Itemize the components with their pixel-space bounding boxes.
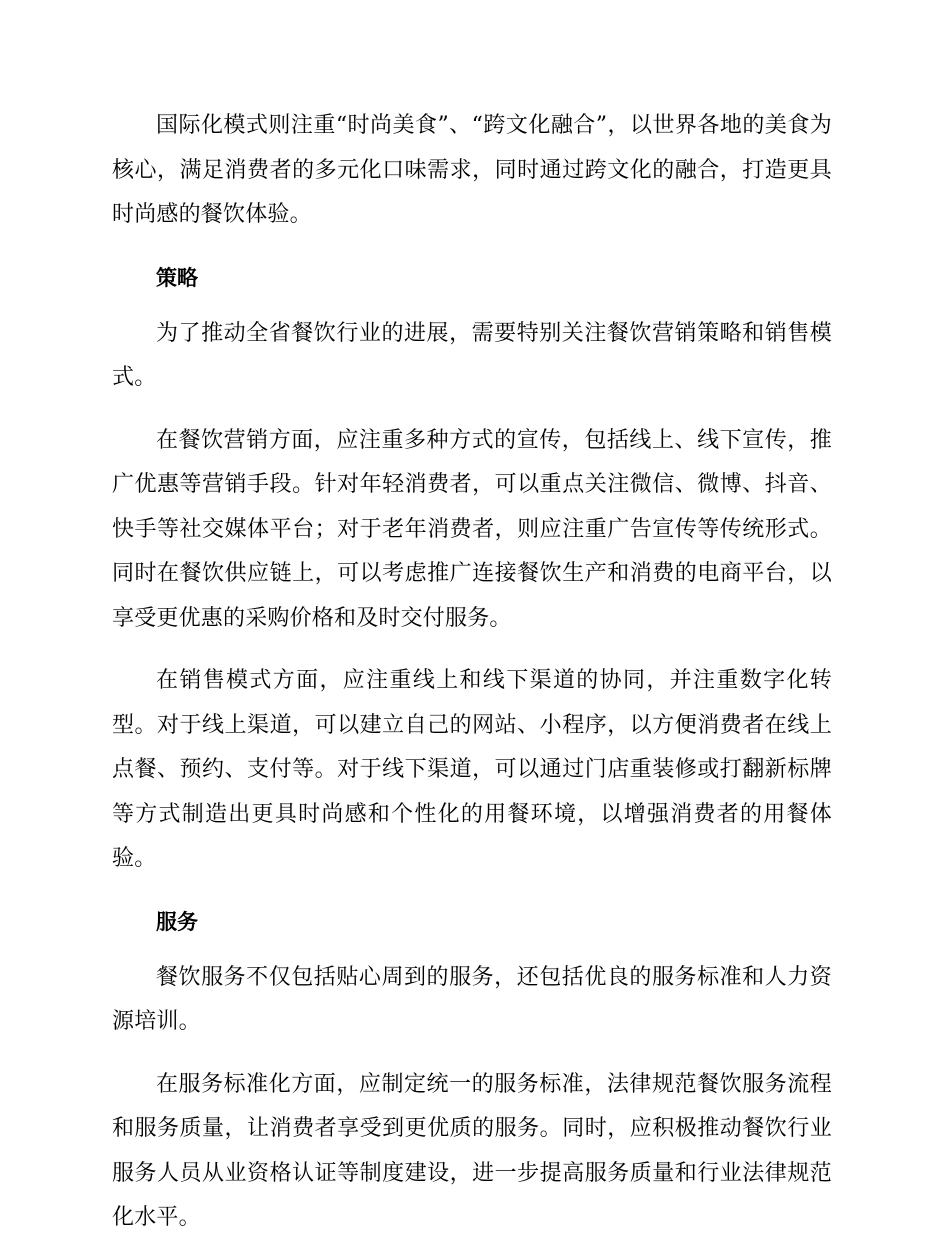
document-page bbox=[112, 104, 832, 1259]
paragraph-service-intro: 餐饮服务不仅包括贴心周到的服务，还包括优良的服务标准和人力资源培训。 bbox=[112, 964, 832, 1034]
paragraph-marketing: 在餐饮营销方面，应注重多种方式的宣传，包括线上、线下宣传，推广优惠等营销手段。针对年轻消费者，可以重点关注微信、微博、抖音、快手等社交媒体平台；对于老年消费者，则应注重广告宣传等传统形式。同时在餐饮供应链上，可以考虑推广连接餐饮生产和消费的电商平台，以享受更优惠的采购价格和及时交付服务。 bbox=[112, 427, 832, 631]
paragraph-strategy-intro: 为了推动全省餐饮行业的进展，需要特别关注餐饮营销策略和销售模式。 bbox=[112, 320, 832, 390]
paragraph-sales-model: 在销售模式方面，应注重线上和线下渠道的协同，并注重数字化转型。对于线上渠道，可以建立自己的网站、小程序，以方便消费者在线上点餐、预约、支付等。对于线下渠道，可以通过门店重装修或打翻新标牌等方式制造出更具时尚感和个性化的用餐环境，以增强消费者的用餐体验。 bbox=[112, 668, 832, 871]
section-heading-strategy: 策略 bbox=[156, 265, 198, 290]
paragraph-service-standardization: 在服务标准化方面，应制定统一的服务标准，法律规范餐饮服务流程和服务质量，让消费者享受到更优质的服务。同时，应积极推动餐饮行业服务人员从业资格认证等制度建设，进一步提高服务质量和行业法律规范化水平。 bbox=[112, 1071, 832, 1230]
paragraph-internationalization: 国际化模式则注重“时尚美食”、“跨文化融合”，以世界各地的美食为核心，满足消费者的多元化口味需求，同时通过跨文化的融合，打造更具时尚感的餐饮体验。 bbox=[112, 113, 832, 227]
section-heading-service: 服务 bbox=[156, 909, 198, 934]
